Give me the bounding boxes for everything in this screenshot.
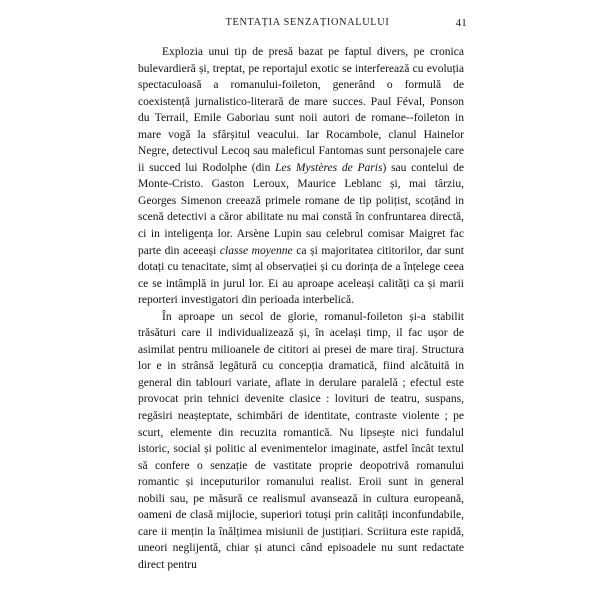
text-run: ) sau contelui de Monte-Cristo. Gaston Leroux, Maurice Leblanc și, mai târziu, Georges Simenon creează primele romane de tip polițist, scoțând in scenă detectivi a căror abilitate nu mai constă în confruntarea directă, ci in inteligența lor. Arsène Lupin sau celebrul comisar Maigret fac parte din aceeași bbox=[138, 161, 464, 257]
body-text-block bbox=[138, 44, 464, 574]
text-run: ca și majoritatea cititorilor, dar sunt dotați cu tenacitate, simț al observației și cu dorința de a înțelege ceea ce se intâmplă in jurul lor. Ei au aproape aceleași calități ca și marii reporteri investigatori din perioada interbelică. bbox=[138, 244, 464, 307]
italic-text-run: Les Mystères de Paris bbox=[275, 161, 383, 174]
running-head-title: TENTAȚIA SENZAȚIONALULUI bbox=[225, 17, 390, 28]
page-number: 41 bbox=[455, 17, 467, 29]
running-header bbox=[138, 17, 467, 33]
paragraph bbox=[138, 44, 464, 309]
paragraph bbox=[138, 309, 464, 574]
italic-text-run: classe moyenne bbox=[219, 244, 293, 257]
text-run: În aproape un secol de glorie, romanul-foileton și-a stabilit trăsături care il individualizează și, în același timp, il fac ușor de asimilat pentru milioanele de cititori ai presei de mare tiraj. Structura lor e in strânsă legătură cu concepția dramatică, fiind alcătuită in general din tablouri variate, aflate in derulare paralelă ; efectul este provocat prin tehnici devenite clasice : lovituri de teatru, suspans, regăsiri neașteptate, schimbări de identitate, contraste violente ; pe scurt, elemente din recuzita romantică. Nu lipsește nici fundalul istoric, social și politic al evenimentelor imaginate, astfel încât textul să confere o senzație de vastitate proprie deopotrivă romanului romantic și inceputurilor romanului realist. Eroii sunt in general nobili sau, pe măsură ce realismul avansează in cultura europeană, oameni de clasă mijlocie, superiori totuși prin calități inconfundabile, care ii mențin la înălțimea misiunii de justițiari. Scriitura este rapidă, uneori neglijentă, chiar și atunci când episoadele nu sunt redactate direct pentru bbox=[138, 310, 464, 571]
text-run: Explozia unui tip de presă bazat pe faptul divers, pe cronica bulevardieră și, treptat, pe reportajul exotic se interferează cu evoluția spectaculoasă a romanului-foileton, generând o formulă de coexistență jurnalistico-literară de mare succes. Paul Féval, Ponson du Terrail, Emile Gaboriau sunt noii autori de romane--foileton in mare vogă la sfârșitul veacului. Iar Rocambole, clanul Hainelor Negre, detectivul Lecoq sau maleficul Fantomas sunt personajele care ii succed lui Rodolphe (din bbox=[138, 46, 464, 174]
